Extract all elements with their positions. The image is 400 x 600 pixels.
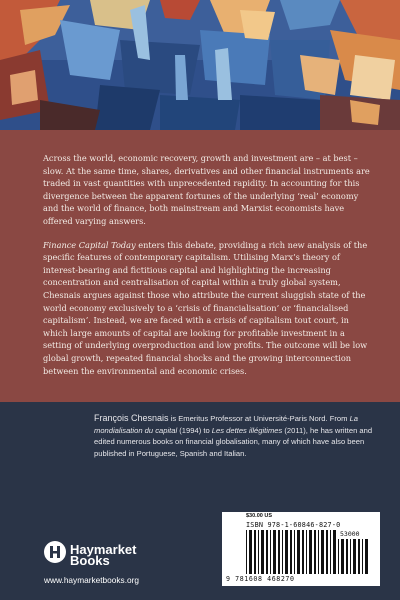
blurb-paragraph-1: Across the world, economic recovery, growth and investment are – at best – slow. At the same time, shares, derivatives and other financial instruments are traded in vast quantities with unprecedented rapidity. In accounting for this divergence between the apparent fortunes of the underlying ‘real’ economy and the world of finance, both mainstream and Marxist economists have offered varying answers. <box>43 153 370 226</box>
cover-painting <box>0 0 400 130</box>
barcode-bar <box>318 530 319 574</box>
barcode-bar <box>258 530 259 574</box>
barcode-bar <box>261 530 264 574</box>
blurb-paragraph-2-text: enters this debate, providing a rich new analysis of the specific features of contemporary capitalism. Utilising Marx’s theory of interest-bearing and fictitious capital and highlighting the increasing concentration and centralisation of capital within a truly global system, Chesnais argues against those who attribute the current sluggish state of the world economy exclusively to a ‘crisis of financialisation’ or ‘financialised capitalism’. Instead, we are faced with a crisis of capitalism tout court, in which large amounts of capital are looking for profitable investment in a setting of underlying overproduction and low profits. The outcome will be low global growth, repeated financial shocks and the growing interconnection between the environmental and economic crises. <box>43 239 368 376</box>
barcode-bar <box>338 539 339 574</box>
barcode-bar <box>346 539 348 574</box>
barcode-bar <box>358 539 360 574</box>
barcode-bar <box>309 530 312 574</box>
addon-barcode-bars <box>338 539 372 574</box>
barcode-bar <box>290 530 292 574</box>
bio-text-2: (1994) to <box>177 425 212 435</box>
publisher-logo <box>44 541 204 591</box>
barcode-bar <box>266 530 268 574</box>
haymarket-h-icon <box>44 541 66 563</box>
barcode-bar <box>321 530 324 574</box>
barcode-bar <box>341 539 344 574</box>
bio-book-1: La mondialisation du capital <box>94 414 359 435</box>
barcode-bar <box>353 539 356 574</box>
ean-number: 9 781608 468270 <box>226 575 295 583</box>
publisher-url: www.haymarketbooks.org <box>44 575 139 585</box>
author-name: François Chesnais <box>94 413 169 423</box>
barcode-bar <box>294 530 295 574</box>
isbn-label: ISBN 978-1-60846-827-0 <box>246 521 341 529</box>
barcode-bar <box>254 530 256 574</box>
barcode-bar <box>350 539 351 574</box>
barcode-bar <box>333 530 336 574</box>
bio-text-1: is Emeritus Professor at Université-Paris Nord. From <box>168 414 350 423</box>
barcode-bar <box>326 530 328 574</box>
abstract-painting-image <box>0 0 400 130</box>
barcode-bar <box>273 530 276 574</box>
barcode-bar <box>362 539 363 574</box>
barcode-bar <box>285 530 288 574</box>
barcode-bar <box>282 530 283 574</box>
blurb-paragraph-2 <box>43 239 370 378</box>
ean-barcode-bars <box>246 530 336 574</box>
barcode-bar <box>365 539 368 574</box>
barcode-bar <box>314 530 316 574</box>
book-title: Finance Capital Today <box>43 239 136 250</box>
publisher-wordmark <box>70 544 137 566</box>
price-addon-number: 53000 <box>340 530 360 538</box>
bio-text-3: (2011), he has written and edited numerous books on financial globalisation, many of which have also been published in Portuguese, Spanish and Italian. <box>94 425 373 458</box>
barcode-bar <box>249 530 252 574</box>
isbn-barcode <box>222 512 380 586</box>
barcode-bar <box>246 530 247 574</box>
price-label: $30.00 US <box>246 513 272 519</box>
barcode-bar <box>278 530 280 574</box>
barcode-bar <box>306 530 307 574</box>
logo-line-2: Books <box>70 553 110 568</box>
author-bio <box>94 413 386 459</box>
barcode-bar <box>330 530 331 574</box>
book-blurb-panel <box>0 130 400 402</box>
barcode-bar <box>302 530 304 574</box>
barcode-bar <box>270 530 271 574</box>
logo-line-1: Haymarket <box>70 542 137 557</box>
bio-book-2: Les dettes illégitimes <box>211 425 283 435</box>
barcode-bar <box>297 530 300 574</box>
